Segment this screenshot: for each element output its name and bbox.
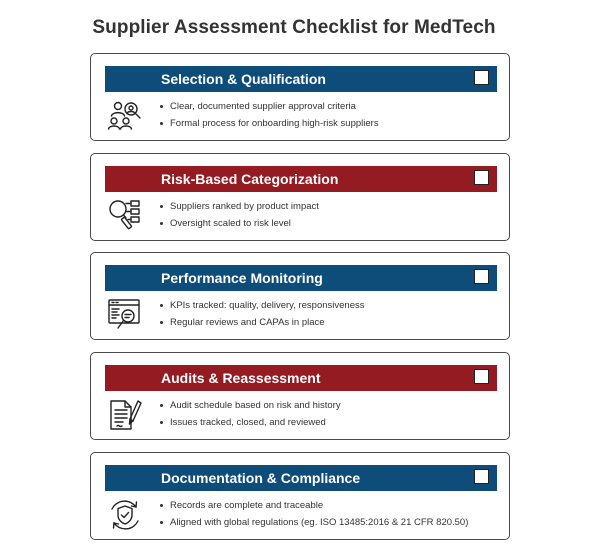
- section-heading: Documentation & Compliance: [161, 470, 361, 486]
- section-card-documentation: [90, 452, 510, 540]
- section-heading: Performance Monitoring: [161, 270, 323, 286]
- list-item: Oversight scaled to risk level: [159, 215, 319, 232]
- section-card-audits: [90, 352, 510, 440]
- people-search-icon: [107, 96, 143, 136]
- list-item: Formal process for onboarding high-risk suppliers: [159, 115, 379, 132]
- section-heading: Audits & Reassessment: [161, 370, 321, 386]
- section-header-audits: [105, 365, 497, 391]
- document-pen-icon: [107, 395, 143, 435]
- list-item: Regular reviews and CAPAs in place: [159, 314, 365, 331]
- section-checkbox-performance[interactable]: [474, 269, 489, 284]
- section-heading: Selection & Qualification: [161, 71, 326, 87]
- section-bullets: [159, 397, 341, 431]
- section-header-risk: [105, 166, 497, 192]
- section-checkbox-audits[interactable]: [474, 369, 489, 384]
- section-bullets: [159, 198, 319, 232]
- section-checkbox-selection[interactable]: [474, 70, 489, 85]
- list-item: Issues tracked, closed, and reviewed: [159, 414, 341, 431]
- section-bullets: [159, 297, 365, 331]
- section-card-performance: [90, 252, 510, 340]
- section-header-documentation: [105, 465, 497, 491]
- section-header-performance: [105, 265, 497, 291]
- list-item: Aligned with global regulations (eg. ISO 13485:2016 & 21 CFR 820.50): [159, 514, 468, 531]
- section-checkbox-risk[interactable]: [474, 170, 489, 185]
- section-checkbox-documentation[interactable]: [474, 469, 489, 484]
- section-header-selection: [105, 66, 497, 92]
- dashboard-search-icon: [107, 295, 143, 335]
- list-item: Clear, documented supplier approval criteria: [159, 98, 379, 115]
- section-bullets: [159, 98, 379, 132]
- list-item: Suppliers ranked by product impact: [159, 198, 319, 215]
- section-card-selection: [90, 53, 510, 141]
- list-item: KPIs tracked: quality, delivery, responsiveness: [159, 297, 365, 314]
- section-bullets: [159, 497, 468, 531]
- list-item: Audit schedule based on risk and history: [159, 397, 341, 414]
- section-card-risk: [90, 153, 510, 241]
- page-title: Supplier Assessment Checklist for MedTech: [92, 17, 496, 38]
- shield-check-cycle-icon: [107, 495, 143, 535]
- list-item: Records are complete and traceable: [159, 497, 468, 514]
- magnifier-list-icon: [107, 196, 143, 236]
- section-heading: Risk-Based Categorization: [161, 171, 339, 187]
